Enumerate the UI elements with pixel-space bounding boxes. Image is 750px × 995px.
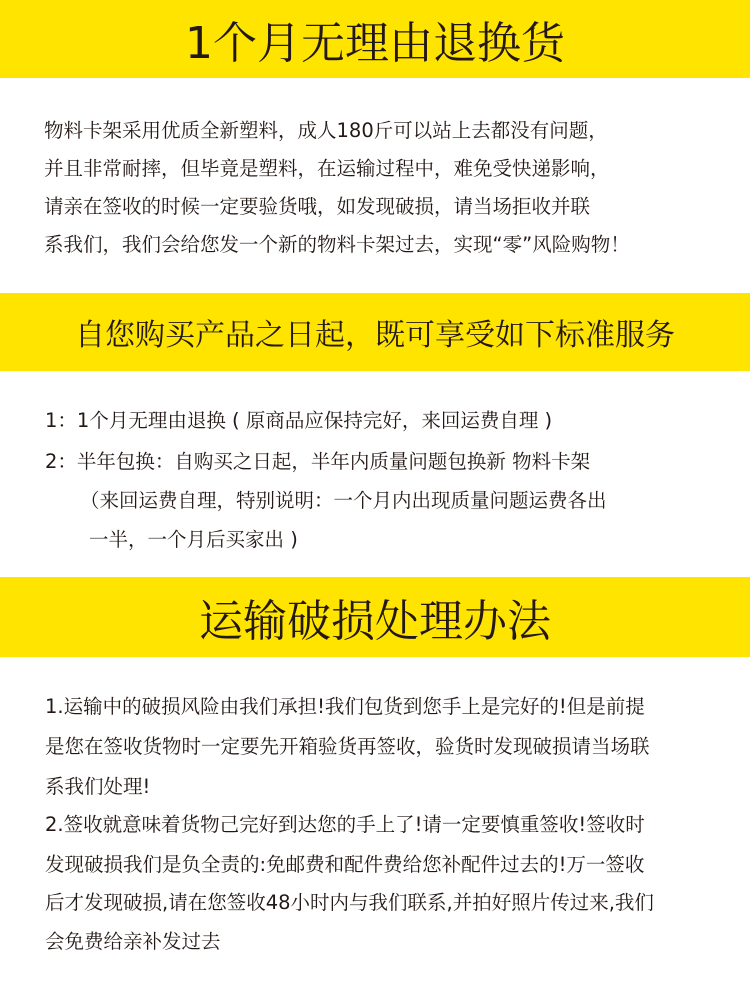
- service-standard-title: 自您购买产品之日起，既可享受如下标准服务: [75, 318, 675, 353]
- return-policy-title: 1个月无理由退换货: [185, 18, 565, 69]
- handling-line: 1.运输中的破损风险由我们承担!我们包货到您手上是完好的!但是前提: [45, 695, 645, 718]
- return-policy-banner: [0, 0, 750, 78]
- intro-line: 请亲在签收的时候一定要验货哦，如发现破损，请当场拒收并联: [44, 195, 591, 218]
- damage-handling-banner: [0, 577, 750, 657]
- handling-line: 2.签收就意味着货物己完好到达您的手上了!请一定要慎重签收!签收时: [45, 813, 645, 836]
- service-note: （来回运费自理，特别说明：一个月内出现质量问题运费各出: [80, 489, 607, 512]
- intro-line: 物料卡架采用优质全新塑料，成人180斤可以站上去都没有问题，: [44, 119, 608, 142]
- damage-handling-title: 运输破损处理办法: [199, 596, 551, 647]
- handling-line: 是您在签收货物时一定要先开箱验货再签收，验货时发现破损请当场联: [45, 735, 650, 758]
- handling-line: 系我们处理!: [45, 775, 151, 798]
- intro-line: 并且非常耐摔，但毕竟是塑料，在运输过程中，难免受快递影响，: [44, 157, 610, 180]
- service-note: 一半，一个月后买家出 ): [89, 528, 298, 551]
- intro-line: 系我们，我们会给您发一个新的物料卡架过去，实现“零”风险购物！: [44, 233, 630, 256]
- handling-line: 后才发现破损,请在您签收48小时内与我们联系,并拍好照片传过来,我们: [45, 891, 654, 914]
- service-standard-banner: [0, 293, 750, 371]
- service-item: 1：1个月无理由退换 ( 原商品应保持完好，来回运费自理 ): [45, 409, 553, 432]
- handling-line: 会免费给亲补发过去: [45, 930, 221, 953]
- handling-line: 发现破损我们是负全责的:免邮费和配件费给您补配件过去的!万一签收: [45, 853, 645, 876]
- service-item: 2：半年包换：自购买之日起，半年内质量问题包换新 物料卡架: [45, 450, 591, 473]
